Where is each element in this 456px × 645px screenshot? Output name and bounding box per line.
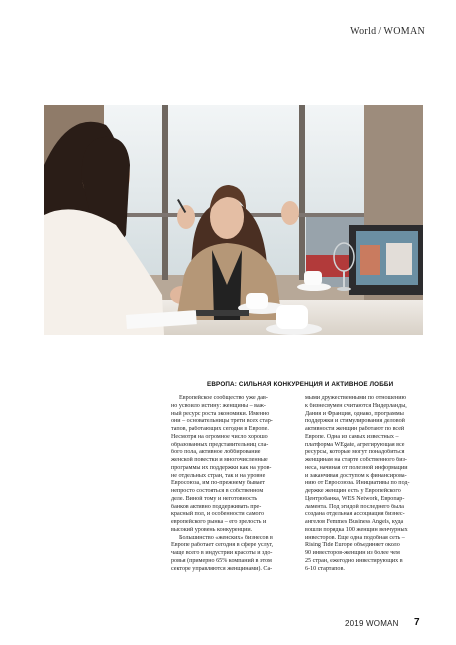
article-text-line: поддержки и стимулирования деловой [305,418,405,425]
section-label-world: World [350,26,377,37]
article-heading: ЕВРОПА: СИЛЬНАЯ КОНКУРЕНЦИЯ И АКТИВНОЕ ЛОББИ [207,381,394,388]
article-text-line: Несмотря на огромное число хорошо [171,433,268,440]
article-text-line: не отдельных стран, так и на уровне [171,472,266,479]
article-text-line: тапов, работающих сегодня в Европе. [171,426,269,432]
article-text-line: ресурсы, которые могут понадобиться [305,449,405,456]
article-text-line: к бизнесвумен считаются Нидерланды, [305,402,407,409]
article-text-line: держке женщин есть у Европейского [305,488,401,494]
article-text-line: вошли порядка 100 женщин венчурных [305,526,408,533]
article-text-line: создана отдельная ассоциация бизнес- [305,511,405,518]
article-text-line: 6-10 стартапов. [305,565,345,572]
article-text-line: но усвоило истину: женщины – важ- [171,402,266,409]
article-text-line: 25 стран, ежегодно инвестирующих в [305,557,403,564]
article-text-line: ный ресурс роста экономики. Именно [171,410,270,417]
article-text-line: непросто состояться в собственном [171,488,264,494]
article-text-line: активности женщин работают по всей [305,426,405,432]
article-text-line: Европе работает сегодня в сфере услуг, [171,542,274,549]
article-text-line: образованных представительниц сла- [171,441,269,448]
article-text-line: они – основательницы трети всех стар- [171,418,273,425]
section-label-woman: WOMAN [383,26,425,37]
article-text-line: ангелов Femmes Business Angels, куда [305,519,404,525]
article-text-line: европейского рынка – его зрелость и [171,519,267,525]
article-text-line: чаще всего в индустрии красоты и здо- [171,550,273,556]
article-photo [44,105,423,335]
article-text-line: Европе. Одна из самых известных – [305,433,399,440]
article-text-line: Дания и Франция, однако, программы [305,410,404,417]
article-text-line: деле. Виной тому и неготовность [171,495,258,502]
section-label-separator: / [378,26,382,37]
article-column-right [305,395,425,573]
article-text-line: 90 инвесторов-женщин из более чем [305,550,400,556]
article-text-line: платформа WEgate, агрегирующая все [305,441,405,448]
article-text-line: бого пола, активное лоббирование [171,449,261,456]
article-text-line: ровья (примерно 65% компаний в этом [171,557,272,564]
article-text-line: красный пол, и особенности самого [171,511,264,518]
article-text-line: ламента. Под эгидой последнего была [305,503,405,510]
article-text-line: мыми дружественными по отношению [305,395,407,401]
article-text-line: программы их поддержки как на уров- [171,464,272,471]
article-text-line: банков активно поддерживать пре- [171,503,262,510]
article-text-line: высокий уровень конкуренции. [171,526,253,533]
section-label [350,26,425,37]
article-text-line: Большинство «женских» бизнесов в [179,534,273,541]
article-text-line: нию от Евросоюза. Инициативы по под- [305,480,410,487]
article-text-line: секторе управляются женщинами). Са- [171,565,273,572]
article-text-line: Европейское сообщество уже дав- [179,395,268,401]
article-text-line: неса, начиная от полезной информации [305,464,408,471]
article-text-line: Евросоюза, им по-прежнему бывает [171,480,265,487]
article-text-line: и заканчивая доступом к финансирова- [305,472,407,479]
article-text-line: Центробанка, WES Network, Европар- [305,495,405,502]
footer-year-label: 2019 WOMAN [345,619,399,628]
article-text-line: инвесторов. Еще одна подобная сеть – [305,534,405,541]
article-column-left [171,395,297,573]
page-number: 7 [414,617,420,628]
article-text-line: женской повестки и многочисленные [171,457,268,463]
article-text-line: женщинам на старте собственного биз- [305,457,407,463]
business-meeting-photo [44,105,423,335]
article-text-line: Rising Tide Europe объединяет около [305,542,400,549]
